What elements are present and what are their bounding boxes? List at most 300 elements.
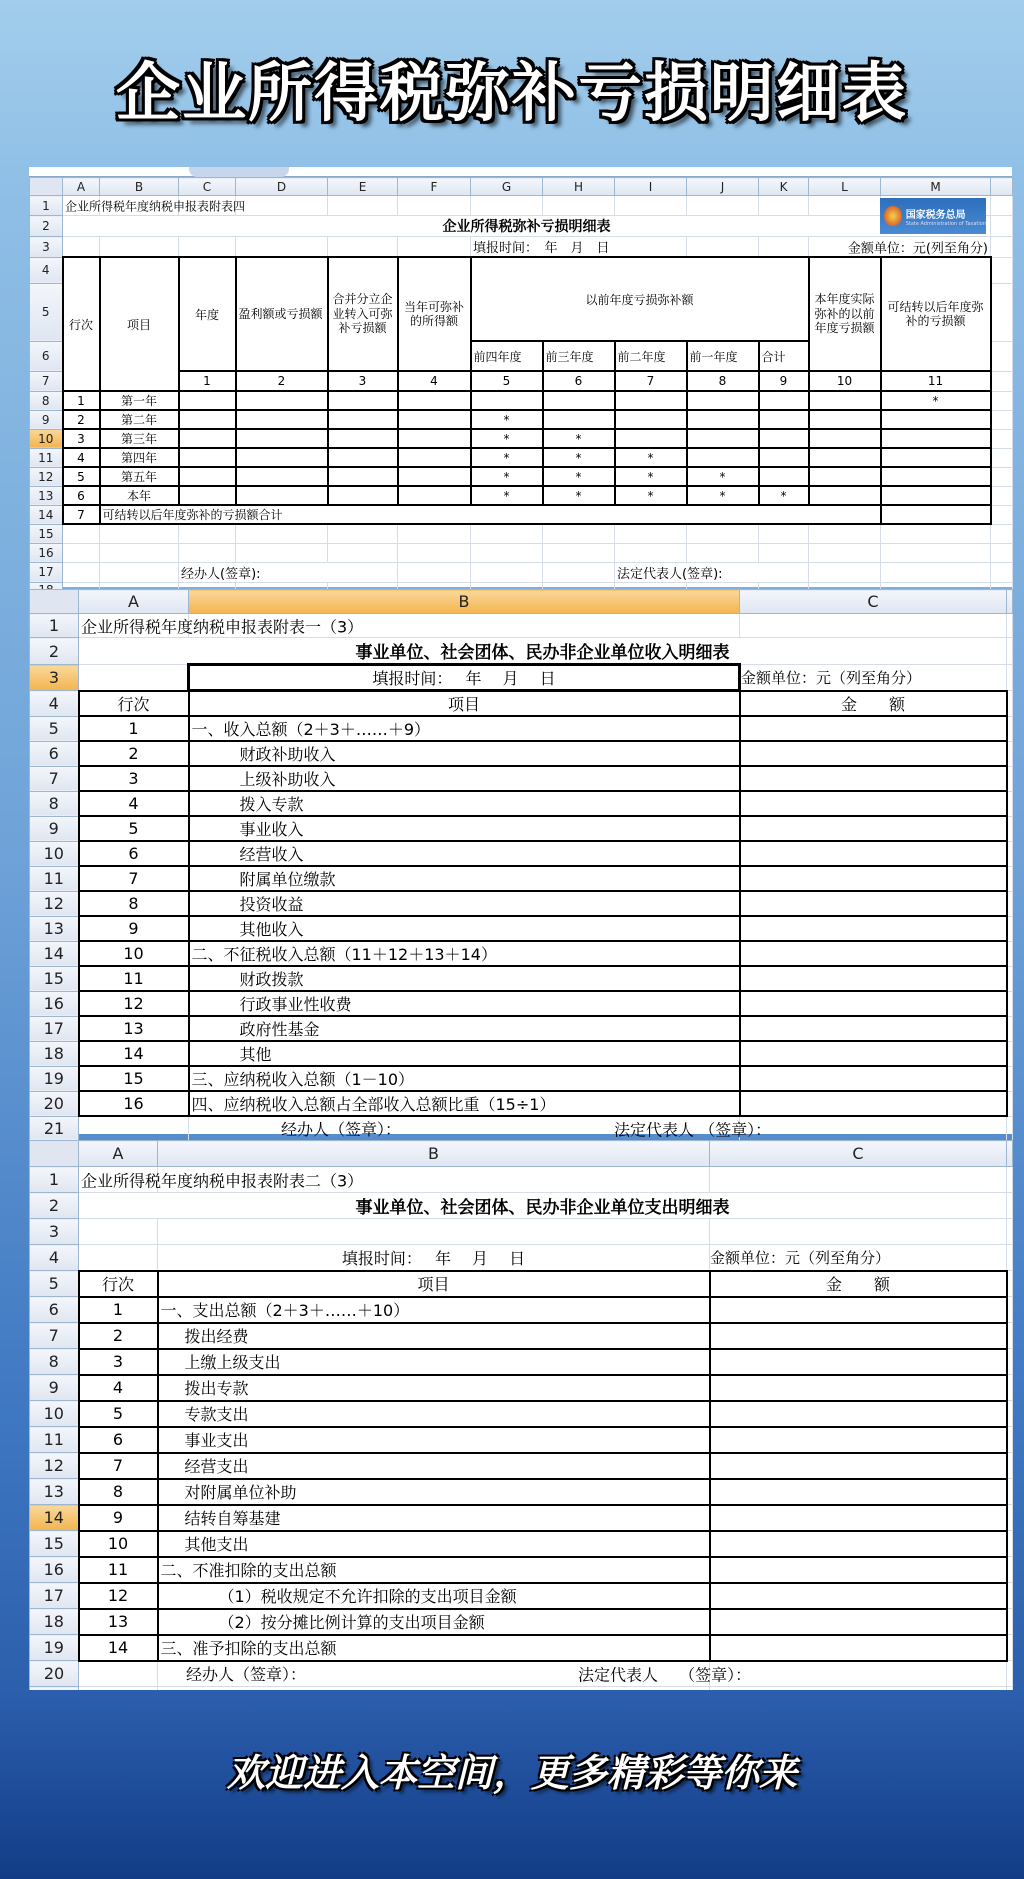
column-header[interactable]: H [543, 178, 615, 196]
row-item[interactable]: 投资收益 [189, 891, 740, 916]
data-cell[interactable]: * [471, 486, 543, 505]
cell-a1[interactable] [79, 614, 364, 638]
data-cell[interactable] [809, 429, 881, 448]
row-item[interactable]: 二、不征税收入总额（11＋12＋13＋14） [189, 941, 740, 966]
data-cell[interactable] [471, 391, 543, 410]
data-cell[interactable] [236, 467, 328, 486]
column-number[interactable]: 5 [471, 371, 543, 391]
cell[interactable] [687, 524, 759, 543]
row-no[interactable]: 6 [63, 486, 100, 505]
data-cell[interactable] [809, 486, 881, 505]
row-header[interactable]: 7 [30, 1323, 79, 1349]
row-header[interactable]: 14 [30, 941, 79, 966]
row-no[interactable]: 7 [63, 505, 100, 524]
row-item[interactable]: 第三年 [100, 429, 179, 448]
fill-time[interactable]: 填报时间： 年 月 日 [471, 237, 687, 258]
cell[interactable] [398, 543, 471, 562]
data-cell[interactable] [759, 467, 809, 486]
cell[interactable] [809, 543, 881, 562]
column-header[interactable]: F [398, 178, 471, 196]
data-cell[interactable] [881, 410, 991, 429]
row-no[interactable]: 8 [79, 1479, 158, 1505]
amount-input[interactable] [740, 716, 1007, 741]
column-number[interactable]: 10 [809, 371, 881, 391]
header-item[interactable]: 项目 [158, 1271, 710, 1297]
column-header[interactable]: J [687, 178, 759, 196]
row-header[interactable]: 1 [30, 614, 79, 638]
row-item[interactable]: 专款支出 [158, 1401, 710, 1427]
row-header[interactable]: 16 [30, 991, 79, 1016]
row-item[interactable]: 对附属单位补助 [158, 1479, 710, 1505]
row-header[interactable]: 8 [30, 391, 63, 410]
data-cell[interactable]: * [615, 467, 687, 486]
row-item[interactable]: 第四年 [100, 448, 179, 467]
row-no[interactable]: 13 [79, 1016, 189, 1041]
row-no[interactable]: 4 [79, 791, 189, 816]
column-header[interactable]: M [881, 178, 991, 196]
data-cell[interactable] [687, 448, 759, 467]
row-no[interactable]: 1 [79, 1297, 158, 1323]
data-cell[interactable]: * [543, 467, 615, 486]
row-header[interactable]: 20 [30, 1091, 79, 1116]
cell[interactable] [881, 562, 991, 582]
cell[interactable] [328, 196, 398, 216]
row-no[interactable]: 2 [79, 1323, 158, 1349]
row-no[interactable]: 13 [79, 1609, 158, 1635]
cell[interactable] [179, 237, 236, 258]
row-item[interactable]: 其他收入 [189, 916, 740, 941]
cell[interactable] [100, 543, 179, 562]
header-year[interactable]: 年度 [179, 257, 236, 371]
row-header[interactable]: 19 [30, 1635, 79, 1661]
row-no[interactable]: 12 [79, 1583, 158, 1609]
row-no[interactable]: 8 [79, 891, 189, 916]
row-item[interactable]: 其他支出 [158, 1531, 710, 1557]
row-header[interactable]: 11 [30, 1427, 79, 1453]
cell-f3[interactable] [398, 237, 471, 258]
row-header[interactable]: 9 [30, 816, 79, 841]
row-item[interactable]: 财政拨款 [189, 966, 740, 991]
row-item[interactable]: 三、准予扣除的支出总额 [158, 1635, 710, 1661]
row-no[interactable]: 2 [79, 741, 189, 766]
data-cell[interactable]: * [543, 448, 615, 467]
row-item[interactable]: 四、应纳税收入总额占全部收入总额比重（15÷1） [189, 1091, 740, 1116]
row-header[interactable]: 2 [30, 216, 63, 237]
amount-input[interactable] [740, 1066, 1007, 1091]
data-cell[interactable] [759, 429, 809, 448]
data-cell[interactable] [881, 467, 991, 486]
row-header[interactable]: 13 [30, 916, 79, 941]
unit-label[interactable]: 金额单位：元（列至角分） [710, 1245, 1007, 1271]
column-header[interactable]: E [328, 178, 398, 196]
row-header[interactable]: 18 [30, 1609, 79, 1635]
row-no[interactable]: 10 [79, 1531, 158, 1557]
data-cell[interactable] [759, 410, 809, 429]
row-header[interactable]: 13 [30, 1479, 79, 1505]
row-header[interactable]: 20 [30, 1661, 79, 1687]
column-header[interactable]: C [740, 590, 1007, 614]
row-header[interactable]: 12 [30, 467, 63, 486]
cell[interactable] [100, 562, 179, 582]
amount-input[interactable] [740, 841, 1007, 866]
row-item[interactable]: （1）税收规定不允许扣除的支出项目金额 [158, 1583, 710, 1609]
cell[interactable] [63, 237, 100, 258]
data-cell[interactable] [328, 467, 398, 486]
data-cell[interactable] [236, 486, 328, 505]
data-cell[interactable] [328, 486, 398, 505]
cell[interactable] [881, 524, 991, 543]
header-item[interactable]: 项目 [100, 257, 179, 391]
sheet-title[interactable]: 事业单位、社会团体、民办非企业单位收入明细表 [79, 638, 1007, 665]
data-cell[interactable]: * [615, 448, 687, 467]
cell[interactable] [100, 524, 179, 543]
header-actual[interactable]: 本年度实际弥补的以前年度亏损额 [809, 257, 881, 371]
row-header[interactable]: 4 [30, 691, 79, 717]
data-cell[interactable]: * [615, 486, 687, 505]
row-header[interactable]: 4 [30, 1245, 79, 1271]
data-cell[interactable] [398, 391, 471, 410]
row-no[interactable]: 6 [79, 841, 189, 866]
row-header[interactable]: 11 [30, 448, 63, 467]
fill-time[interactable]: 填报时间： 年 月 日 [158, 1245, 710, 1271]
data-cell[interactable]: * [759, 486, 809, 505]
header-row-no[interactable]: 行次 [79, 691, 189, 717]
row-no[interactable]: 16 [79, 1091, 189, 1116]
row-header[interactable]: 10 [30, 429, 63, 448]
data-cell[interactable] [809, 391, 881, 410]
data-cell[interactable] [759, 391, 809, 410]
row-header[interactable]: 13 [30, 486, 63, 505]
column-number[interactable]: 1 [179, 371, 236, 391]
row-header[interactable]: 6 [30, 741, 79, 766]
row-no[interactable]: 11 [79, 1557, 158, 1583]
data-cell[interactable]: * [471, 429, 543, 448]
data-cell[interactable] [809, 410, 881, 429]
header-amount[interactable]: 金 额 [710, 1271, 1007, 1297]
amount-input[interactable] [740, 816, 1007, 841]
row-item[interactable]: 经营支出 [158, 1453, 710, 1479]
sheet-title[interactable]: 事业单位、社会团体、民办非企业单位支出明细表 [79, 1193, 1007, 1219]
column-header[interactable] [991, 178, 1013, 196]
cell[interactable] [809, 196, 881, 216]
amount-input[interactable] [710, 1609, 1007, 1635]
header-amount[interactable]: 金 额 [740, 691, 1007, 717]
row-no[interactable]: 3 [79, 766, 189, 791]
signer-row[interactable] [158, 1661, 752, 1687]
data-cell[interactable] [881, 448, 991, 467]
amount-input[interactable] [740, 791, 1007, 816]
row-item[interactable]: 第二年 [100, 410, 179, 429]
cell[interactable] [687, 237, 759, 258]
amount-input[interactable] [710, 1635, 1007, 1661]
row-header[interactable]: 14 [30, 1505, 79, 1531]
row-header[interactable]: 16 [30, 1557, 79, 1583]
row-header[interactable]: 3 [30, 237, 63, 258]
data-cell[interactable] [615, 410, 687, 429]
data-cell[interactable] [687, 391, 759, 410]
row-header[interactable]: 8 [30, 1349, 79, 1375]
row-item[interactable]: 拨入专款 [189, 791, 740, 816]
data-cell[interactable] [236, 429, 328, 448]
data-cell[interactable] [398, 486, 471, 505]
data-cell[interactable] [543, 391, 615, 410]
row-item[interactable]: 上级补助收入 [189, 766, 740, 791]
row-header[interactable]: 7 [30, 766, 79, 791]
row-header[interactable]: 7 [30, 371, 63, 391]
column-header[interactable]: G [471, 178, 543, 196]
row-no[interactable]: 7 [79, 1453, 158, 1479]
amount-input[interactable] [710, 1375, 1007, 1401]
cell[interactable] [615, 543, 687, 562]
row-header[interactable]: 10 [30, 1401, 79, 1427]
amount-input[interactable] [740, 966, 1007, 991]
cell[interactable] [63, 524, 100, 543]
cell[interactable] [687, 543, 759, 562]
data-cell[interactable] [543, 410, 615, 429]
row-item[interactable]: 拨出经费 [158, 1323, 710, 1349]
data-cell[interactable] [398, 448, 471, 467]
header-row-no[interactable]: 行次 [79, 1271, 158, 1297]
data-cell[interactable] [179, 429, 236, 448]
data-cell[interactable] [759, 448, 809, 467]
select-all-corner[interactable] [30, 590, 79, 614]
row-no[interactable]: 4 [63, 448, 100, 467]
cell[interactable] [991, 562, 1013, 582]
cell[interactable] [179, 543, 236, 562]
row-header[interactable]: 17 [30, 1583, 79, 1609]
row-no[interactable]: 6 [79, 1427, 158, 1453]
row-header[interactable]: 18 [30, 1041, 79, 1066]
legal-rep-label[interactable]: 法定代表人(签章): [615, 562, 809, 582]
header-total[interactable]: 合计 [759, 341, 809, 371]
row-header[interactable]: 6 [30, 341, 63, 371]
row-header[interactable]: 5 [30, 283, 63, 341]
data-cell[interactable] [809, 448, 881, 467]
signer-label[interactable]: 经办人(签章): [179, 562, 398, 582]
row-no[interactable]: 4 [79, 1375, 158, 1401]
row-item[interactable]: 拨出专款 [158, 1375, 710, 1401]
column-header[interactable]: C [710, 1141, 1007, 1167]
select-all-corner[interactable] [30, 178, 63, 196]
row-no[interactable]: 9 [79, 916, 189, 941]
column-number[interactable]: 7 [615, 371, 687, 391]
row-no[interactable]: 2 [63, 410, 100, 429]
amount-input[interactable] [710, 1583, 1007, 1609]
column-header[interactable]: K [759, 178, 809, 196]
column-number[interactable]: 3 [328, 371, 398, 391]
row-no[interactable]: 14 [79, 1635, 158, 1661]
cell[interactable] [687, 196, 759, 216]
row-header[interactable]: 12 [30, 891, 79, 916]
unit-label[interactable]: 金额单位：元（列至角分） [740, 665, 1007, 691]
cell[interactable] [543, 562, 615, 582]
cell[interactable] [471, 196, 543, 216]
data-cell[interactable] [398, 429, 471, 448]
fill-time[interactable]: 填报时间： 年 月 日 [189, 665, 740, 691]
cell[interactable] [615, 196, 687, 216]
row-no[interactable]: 9 [79, 1505, 158, 1531]
amount-input[interactable] [740, 766, 1007, 791]
cell[interactable] [398, 562, 471, 582]
row-no[interactable]: 7 [79, 866, 189, 891]
cell[interactable] [328, 524, 398, 543]
cell[interactable] [100, 237, 179, 258]
row-item[interactable]: 事业支出 [158, 1427, 710, 1453]
amount-input[interactable] [740, 866, 1007, 891]
sheet-title[interactable]: 企业所得税弥补亏损明细表 [63, 216, 991, 237]
row-header[interactable]: 5 [30, 1271, 79, 1297]
row-item[interactable]: 事业收入 [189, 816, 740, 841]
column-header[interactable]: I [615, 178, 687, 196]
row-item[interactable]: 第五年 [100, 467, 179, 486]
row-no[interactable]: 3 [63, 429, 100, 448]
data-cell[interactable] [615, 429, 687, 448]
column-header[interactable]: D [236, 178, 328, 196]
amount-input[interactable] [740, 741, 1007, 766]
cell[interactable] [236, 237, 328, 258]
row-no[interactable]: 12 [79, 991, 189, 1016]
data-cell[interactable] [615, 391, 687, 410]
data-cell[interactable] [179, 391, 236, 410]
amount-input[interactable] [740, 1091, 1007, 1116]
row-no[interactable]: 5 [79, 816, 189, 841]
row-item[interactable]: 一、支出总额（2＋3＋……＋10） [158, 1297, 710, 1323]
column-number[interactable]: 9 [759, 371, 809, 391]
header-prior2[interactable]: 前二年度 [615, 341, 687, 371]
amount-input[interactable] [740, 941, 1007, 966]
row-header[interactable]: 3 [30, 665, 79, 691]
row-header[interactable]: 16 [30, 543, 63, 562]
row-header[interactable]: 1 [30, 196, 63, 216]
row-item[interactable]: 上缴上级支出 [158, 1349, 710, 1375]
cell[interactable] [236, 524, 328, 543]
row-item[interactable]: 本年 [100, 486, 179, 505]
row-item[interactable]: 附属单位缴款 [189, 866, 740, 891]
row-no[interactable]: 1 [63, 391, 100, 410]
data-cell[interactable] [328, 391, 398, 410]
data-cell[interactable] [398, 467, 471, 486]
cell[interactable] [543, 196, 615, 216]
data-cell[interactable] [881, 505, 991, 524]
cell[interactable] [63, 562, 100, 582]
row-item[interactable]: 其他 [189, 1041, 740, 1066]
column-header[interactable]: L [809, 178, 881, 196]
data-cell[interactable]: * [471, 410, 543, 429]
header-current[interactable]: 当年可弥补的所得额 [398, 257, 471, 371]
column-number[interactable]: 2 [236, 371, 328, 391]
row-item[interactable]: 政府性基金 [189, 1016, 740, 1041]
row-item[interactable]: 行政事业性收费 [189, 991, 740, 1016]
signer-row[interactable] [189, 1116, 772, 1141]
amount-input[interactable] [740, 891, 1007, 916]
header-item[interactable]: 项目 [189, 691, 740, 717]
column-number[interactable]: 8 [687, 371, 759, 391]
data-cell[interactable] [179, 467, 236, 486]
header-merged[interactable]: 合并分立企业转入可弥补亏损额 [328, 257, 398, 371]
data-cell[interactable] [236, 448, 328, 467]
cell[interactable] [179, 524, 236, 543]
cell[interactable] [471, 543, 543, 562]
cell[interactable] [881, 543, 991, 562]
row-item[interactable]: 结转自筹基建 [158, 1505, 710, 1531]
cell[interactable] [759, 524, 809, 543]
amount-input[interactable] [710, 1531, 1007, 1557]
row-no[interactable]: 10 [79, 941, 189, 966]
cell[interactable] [471, 524, 543, 543]
data-cell[interactable]: * [543, 429, 615, 448]
data-cell[interactable] [687, 429, 759, 448]
row-no[interactable]: 5 [79, 1401, 158, 1427]
data-cell[interactable]: * [471, 448, 543, 467]
header-prior1[interactable]: 前一年度 [687, 341, 759, 371]
amount-input[interactable] [740, 991, 1007, 1016]
row-header[interactable]: 15 [30, 966, 79, 991]
cell[interactable] [63, 543, 100, 562]
cell[interactable] [236, 196, 328, 216]
amount-input[interactable] [710, 1323, 1007, 1349]
amount-input[interactable] [710, 1557, 1007, 1583]
amount-input[interactable] [710, 1297, 1007, 1323]
column-header[interactable]: B [100, 178, 179, 196]
column-header[interactable]: B [158, 1141, 710, 1167]
row-item[interactable]: 二、不准扣除的支出总额 [158, 1557, 710, 1583]
amount-input[interactable] [710, 1401, 1007, 1427]
data-cell[interactable] [179, 448, 236, 467]
row-header[interactable]: 6 [30, 1297, 79, 1323]
row-no[interactable]: 1 [79, 716, 189, 741]
row-header[interactable]: 12 [30, 1453, 79, 1479]
data-cell[interactable] [328, 429, 398, 448]
row-header[interactable]: 21 [30, 1116, 79, 1141]
row-no[interactable]: 3 [79, 1349, 158, 1375]
row-header[interactable]: 17 [30, 1016, 79, 1041]
column-header[interactable]: B [189, 590, 740, 614]
column-number[interactable]: 11 [881, 371, 991, 391]
column-header[interactable]: C [179, 178, 236, 196]
cell[interactable] [398, 524, 471, 543]
amount-input[interactable] [710, 1453, 1007, 1479]
row-header[interactable]: 5 [30, 716, 79, 741]
amount-input[interactable] [740, 916, 1007, 941]
amount-input[interactable] [740, 1041, 1007, 1066]
row-item[interactable]: 三、应纳税收入总额（1－10） [189, 1066, 740, 1091]
header-profit[interactable]: 盈利额或亏损额 [236, 257, 328, 371]
cell[interactable] [991, 524, 1013, 543]
data-cell[interactable]: * [543, 486, 615, 505]
cell[interactable] [543, 543, 615, 562]
header-prior-years[interactable]: 以前年度亏损弥补额 [471, 257, 809, 341]
data-cell[interactable] [328, 410, 398, 429]
data-cell[interactable] [687, 410, 759, 429]
cell[interactable] [543, 524, 615, 543]
data-cell[interactable]: * [687, 486, 759, 505]
cell-m1[interactable] [881, 196, 991, 227]
row-header[interactable]: 3 [30, 1219, 79, 1245]
data-cell[interactable] [179, 410, 236, 429]
row-header[interactable]: 19 [30, 1066, 79, 1091]
row-no[interactable]: 11 [79, 966, 189, 991]
header-prior3[interactable]: 前三年度 [543, 341, 615, 371]
row-header[interactable]: 11 [30, 866, 79, 891]
cell-a1[interactable] [79, 1167, 364, 1193]
header-carry[interactable]: 可结转以后年度弥补的亏损额 [881, 257, 991, 371]
data-cell[interactable]: * [471, 467, 543, 486]
row-header[interactable]: 2 [30, 1193, 79, 1219]
data-cell[interactable] [881, 486, 991, 505]
data-cell[interactable]: * [687, 467, 759, 486]
row-no[interactable]: 14 [79, 1041, 189, 1066]
cell[interactable] [809, 562, 881, 582]
